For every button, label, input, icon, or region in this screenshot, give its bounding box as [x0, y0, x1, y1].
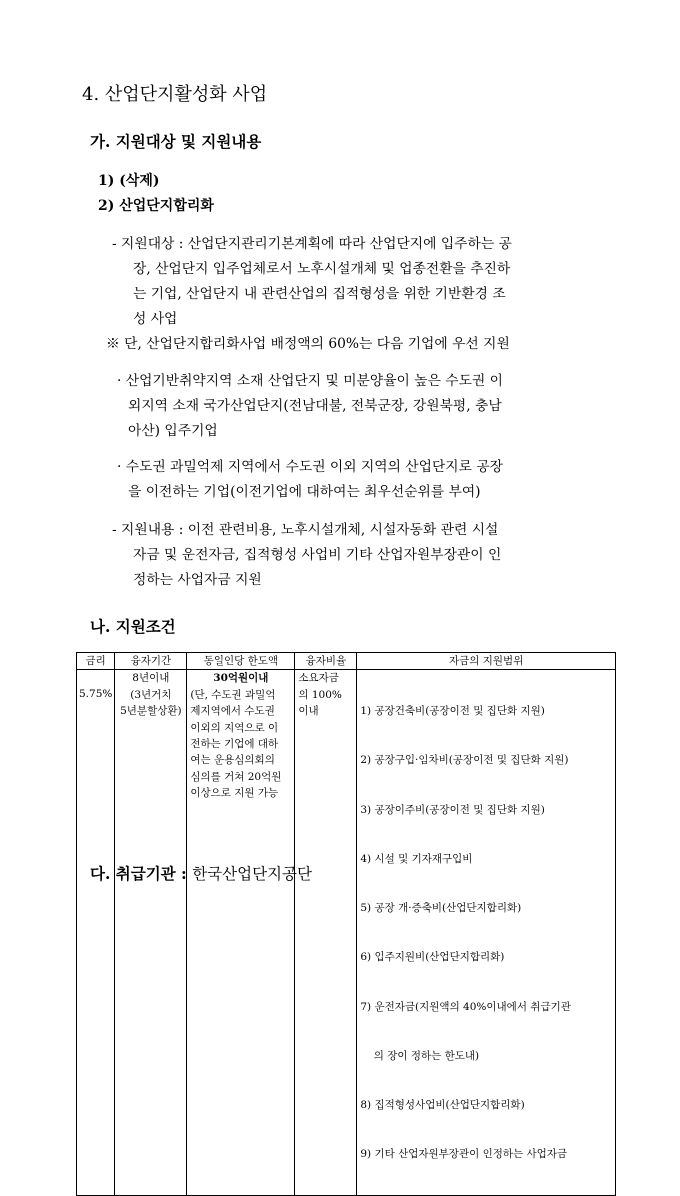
scope-line: 8) 집적형성사업비(산업단지합리화): [360, 1098, 525, 1111]
scope-line: 의 장이 정하는 한도내): [360, 1049, 480, 1062]
limit-line: 전하는 기업에 대하: [190, 738, 279, 751]
period-line: 5년분할상환): [120, 705, 182, 718]
item-1: 1) (삭제): [98, 173, 160, 189]
limit-amount: 30억원이내: [213, 672, 269, 685]
period-line: (3년거치: [130, 688, 172, 701]
content-line-2: 자금 및 운전자금, 집적형성 사업비 기타 산업자원부장관이 인: [133, 547, 502, 563]
limit-line: 여는 운용심의회의: [190, 754, 275, 767]
cell-scope: [357, 670, 616, 1196]
section-da: [90, 862, 312, 884]
header-limit: 동일인당 한도액: [187, 653, 295, 670]
limit-line: 이외의 지역으로 이: [190, 721, 279, 734]
header-ratio: 융자비율: [295, 653, 357, 670]
bullet1-line-1: · 산업기반취약지역 소재 산업단지 및 미분양율이 높은 수도권 이: [117, 373, 503, 389]
table-header-row: [77, 653, 616, 670]
bullet2-line-1: · 수도권 과밀억제 지역에서 수도권 이외 지역의 산업단지로 공장: [117, 459, 503, 475]
ratio-line: 소요자금: [298, 672, 339, 685]
scope-line: 2) 공장구입·임차비(공장이전 및 집단화 지원): [360, 754, 569, 767]
scope-line: 5) 공장 개·증축비(산업단지합리화): [360, 902, 522, 915]
item-2: 2) 산업단지합리화: [98, 198, 214, 214]
scope-line: 3) 공장이주비(공장이전 및 집단화 지원): [360, 803, 545, 816]
agency-name: 한국산업단지공단: [192, 865, 312, 883]
header-period: 융자기간: [115, 653, 187, 670]
scope-line: 4) 시설 및 기자재구입비: [360, 852, 473, 865]
ratio-line: 이내: [298, 705, 319, 718]
scope-line: 7) 운전자금(지원액의 40%이내에서 취급기관: [360, 1000, 571, 1013]
support-conditions-table: [76, 652, 616, 1196]
target-line-3: 는 기업, 산업단지 내 관련산업의 집적형성을 위한 기반환경 조: [133, 286, 506, 302]
cell-rate: 5.75%: [77, 670, 115, 1196]
target-line-2: 장, 산업단지 입주업체로서 노후시설개체 및 업종전환을 추진하: [133, 261, 511, 277]
target-line-4: 성 사업: [133, 311, 178, 327]
header-scope: 자금의 지원범위: [357, 653, 616, 670]
ratio-line: 의 100%: [298, 688, 342, 701]
subsection-title-da: 다. 취급기관 :: [90, 864, 193, 883]
section-heading: 4. 산업단지활성화 사업: [82, 84, 268, 105]
header-rate: 금리: [77, 653, 115, 670]
content-line-3: 정하는 사업자금 지원: [133, 572, 262, 588]
subsection-title-na: 나. 지원조건: [90, 617, 176, 636]
target-line-1: - 지원대상 : 산업단지관리기본계획에 따라 산업단지에 입주하는 공: [112, 236, 512, 252]
limit-line: 제지역에서 수도권: [190, 705, 275, 718]
limit-line: (단, 수도권 과밀억: [190, 688, 276, 701]
scope-line: 6) 입주지원비(산업단지합리화): [360, 951, 505, 964]
content-line-1: - 지원내용 : 이전 관련비용, 노후시설개체, 시설자동화 관련 시설: [112, 522, 499, 538]
bullet2-line-2: 을 이전하는 기업(이전기업에 대하여는 최우선순위를 부여): [128, 484, 481, 500]
priority-note: ※ 단, 산업단지합리화사업 배정액의 60%는 다음 기업에 우선 지원: [106, 336, 510, 352]
limit-line: 심의를 거쳐 20억원: [190, 770, 282, 783]
scope-line: 9) 기타 산업자원부장관이 인정하는 사업자금: [360, 1148, 568, 1161]
bullet1-line-3: 아산) 입주기업: [128, 423, 218, 439]
scope-line: 1) 공장건축비(공장이전 및 집단화 지원): [360, 705, 545, 718]
table-row: [77, 670, 616, 1196]
limit-line: 이상으로 지원 가능: [190, 787, 279, 800]
period-line: 8년이내: [132, 672, 170, 685]
cell-ratio: [295, 670, 357, 1196]
subsection-title-ga: 가. 지원대상 및 지원내용: [90, 132, 262, 151]
cell-limit: [187, 670, 295, 1196]
cell-period: [115, 670, 187, 1196]
bullet1-line-2: 외지역 소재 국가산업단지(전남대불, 전북군장, 강원북평, 충남: [128, 398, 502, 414]
